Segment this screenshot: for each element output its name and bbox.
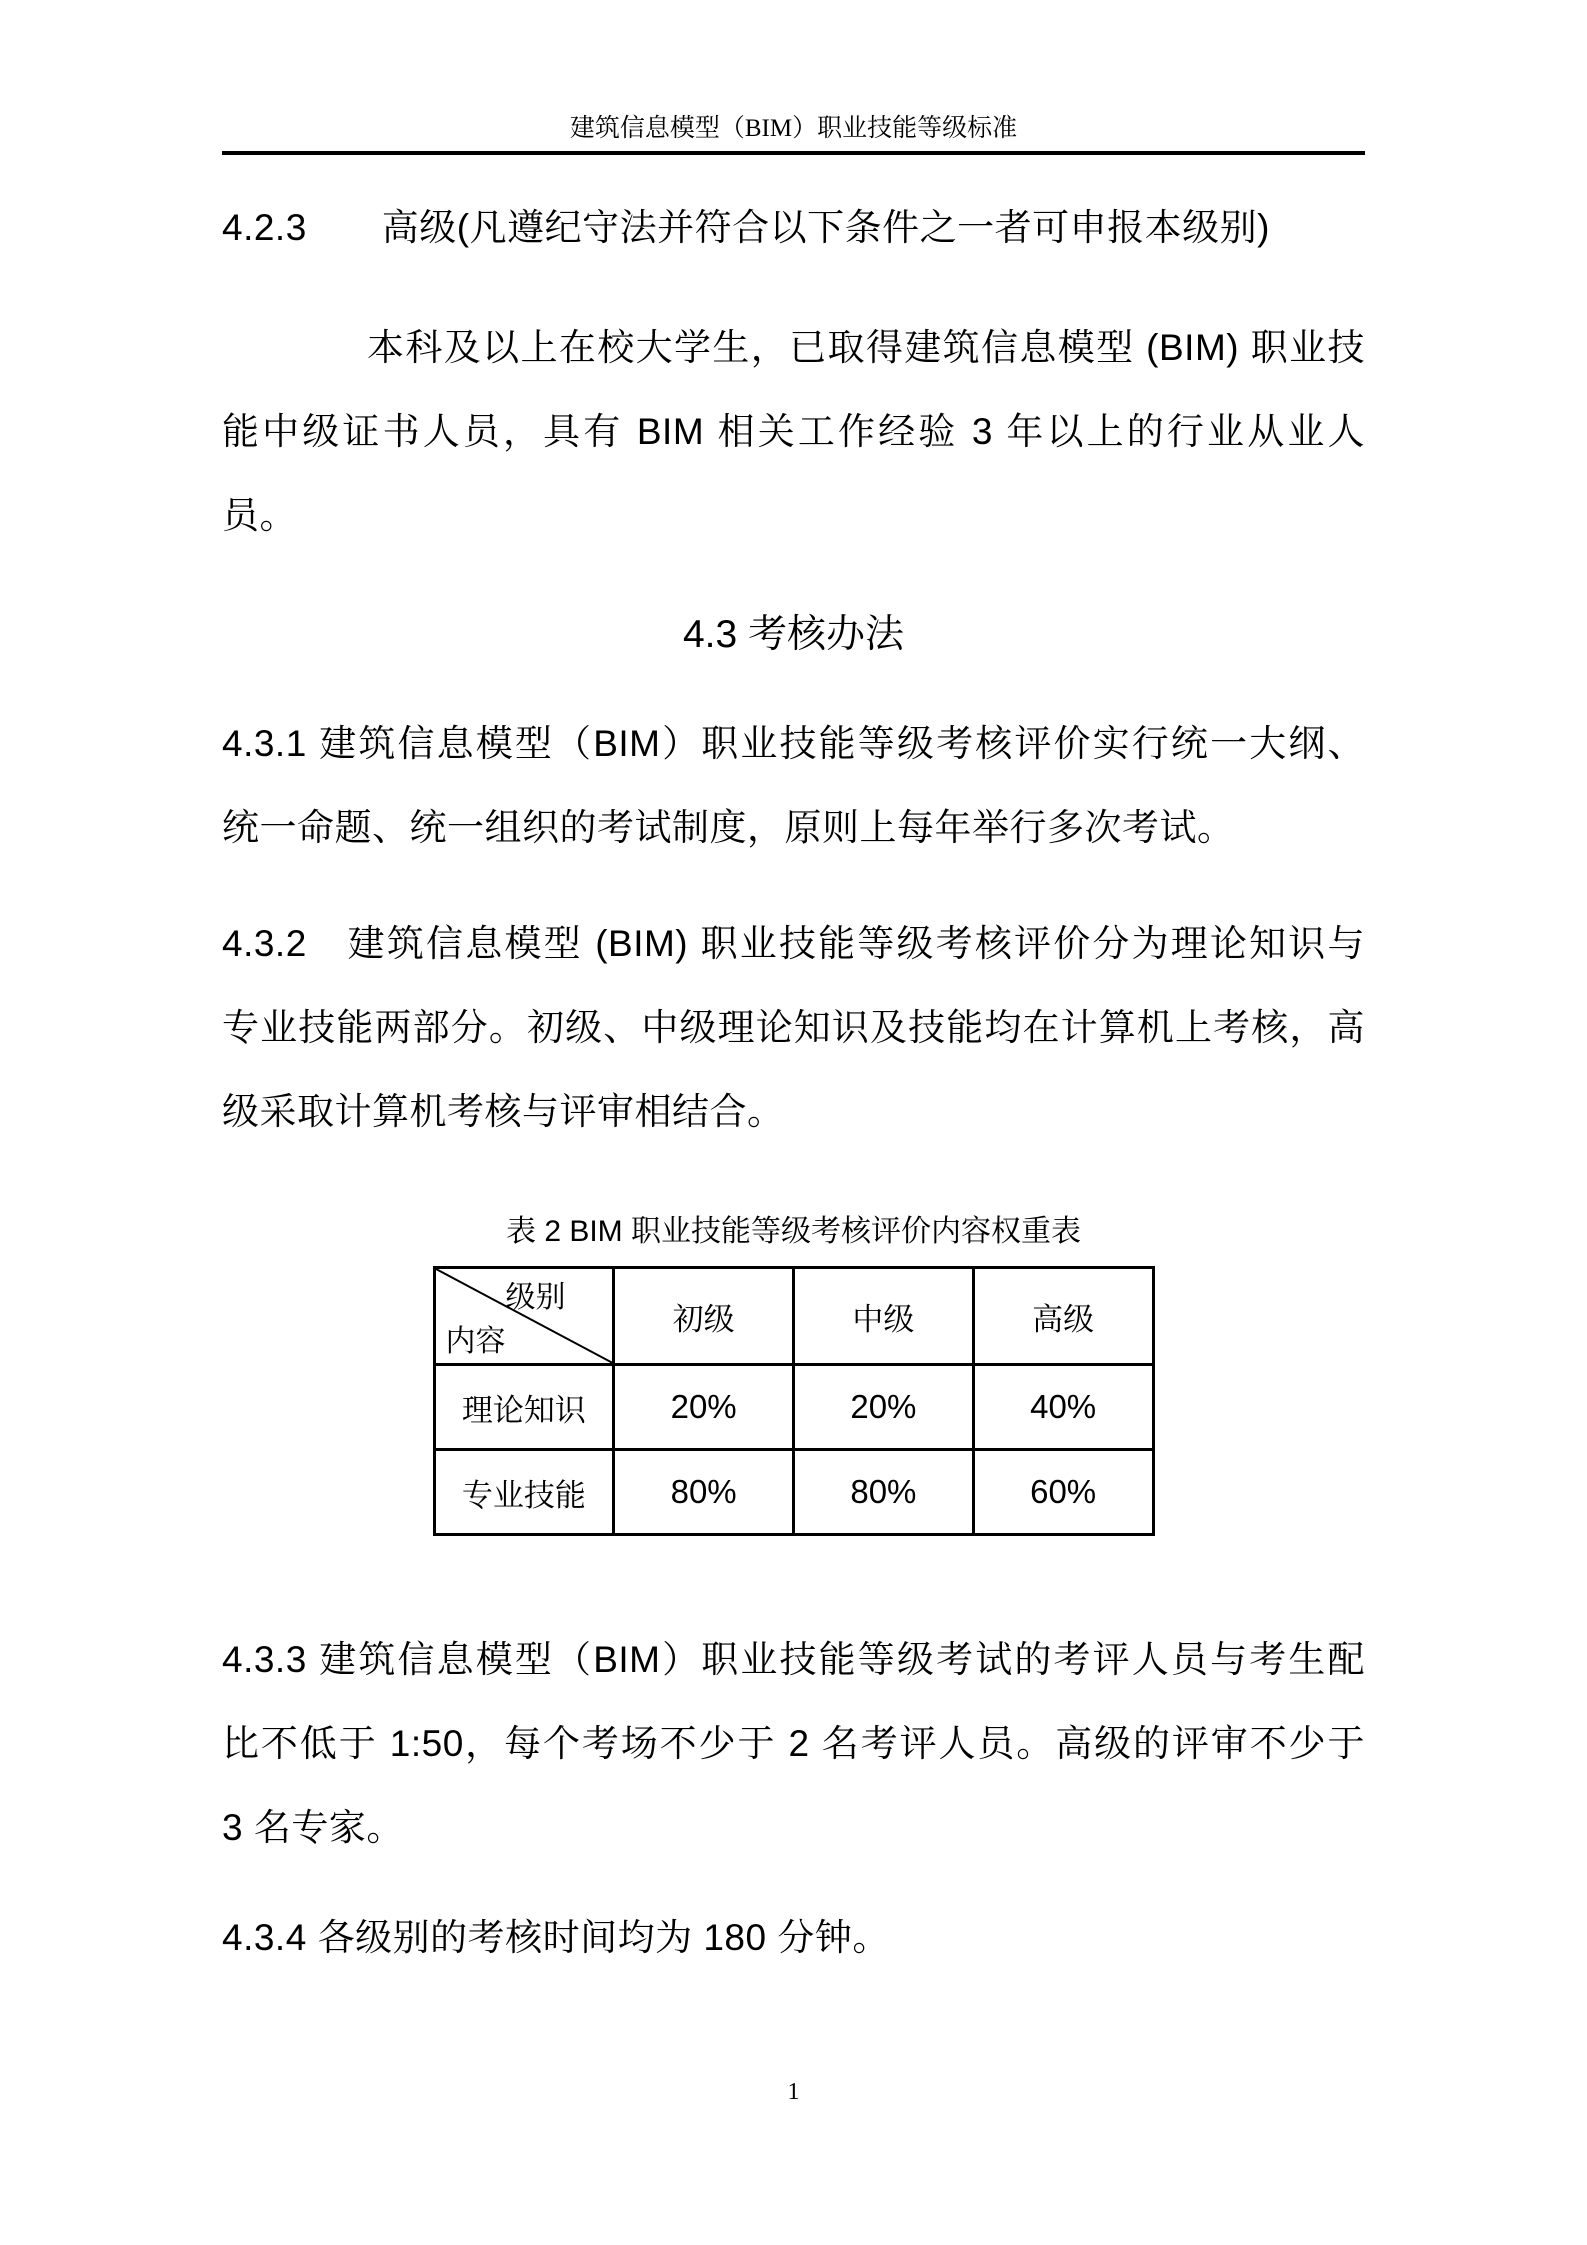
page-number: 1 (787, 2079, 800, 2105)
paragraph-line: 3 名专家。 (222, 1807, 404, 1848)
column-header-junior: 初级 (614, 1268, 794, 1365)
paragraph-line: 4.3.4 各级别的考核时间均为 180 分钟。 (222, 1917, 890, 1958)
table-cell: 60% (973, 1450, 1153, 1535)
table-row (434, 1450, 1153, 1535)
paragraph-line: 统一命题、统一组织的考试制度，原则上每年举行多次考试。 (222, 807, 1235, 848)
paragraph-4-2-3-body (222, 306, 1365, 558)
table-header-row (434, 1268, 1153, 1365)
weights-table (433, 1266, 1155, 1536)
paragraph-4-3-2 (222, 902, 1365, 1154)
paragraph-line: 员。 (222, 495, 297, 536)
table-cell: 20% (794, 1365, 974, 1450)
paragraph-line: 4.3.1 建筑信息模型（BIM）职业技能等级考核评价实行统一大纲、 (222, 723, 1365, 764)
corner-label-content: 内容 (445, 1325, 506, 1358)
column-header-senior: 高级 (973, 1268, 1153, 1365)
paragraph-line: 级采取计算机考核与评审相结合。 (222, 1091, 785, 1132)
row-label: 理论知识 (434, 1365, 614, 1450)
table-caption: 表 2 BIM 职业技能等级考核评价内容权重表 (505, 1215, 1082, 1248)
section-4-2-3-heading (222, 186, 1365, 270)
paragraph-line: 比不低于 1:50，每个考场不少于 2 名考评人员。高级的评审不少于 (222, 1723, 1365, 1764)
paragraph-line: 4.3.2 建筑信息模型 (BIM) 职业技能等级考核评价分为理论知识与 (222, 923, 1365, 964)
table-corner-cell (434, 1268, 614, 1365)
table-cell: 80% (614, 1450, 794, 1535)
running-header-title: 建筑信息模型（BIM）职业技能等级标准 (569, 115, 1018, 142)
paragraph-4-3-3 (222, 1618, 1365, 1870)
table-cell: 20% (614, 1365, 794, 1450)
paragraph-4-3-4 (222, 1896, 1365, 1980)
paragraph-line: 4.3.3 建筑信息模型（BIM）职业技能等级考试的考评人员与考生配 (222, 1639, 1365, 1680)
table-cell: 80% (794, 1450, 974, 1535)
page-footer (0, 2075, 1587, 2109)
section-4-3-heading: 4.3 考核办法 (682, 613, 905, 656)
table-row (434, 1365, 1153, 1450)
paragraph-line: 本科及以上在校大学生，已取得建筑信息模型 (BIM) 职业技 (367, 327, 1365, 368)
paragraph-4-3-1 (222, 702, 1365, 870)
heading-line: 4.2.3 高级(凡遵纪守法并符合以下条件之一者可申报本级别) (222, 207, 1270, 248)
header-divider (222, 151, 1365, 155)
column-header-intermediate: 中级 (794, 1268, 974, 1365)
row-label: 专业技能 (434, 1450, 614, 1535)
paragraph-line: 能中级证书人员，具有 BIM 相关工作经验 3 年以上的行业从业人 (222, 411, 1365, 452)
table-cell: 40% (973, 1365, 1153, 1450)
corner-label-level: 级别 (505, 1281, 566, 1314)
paragraph-line: 专业技能两部分。初级、中级理论知识及技能均在计算机上考核，高 (222, 1007, 1365, 1048)
